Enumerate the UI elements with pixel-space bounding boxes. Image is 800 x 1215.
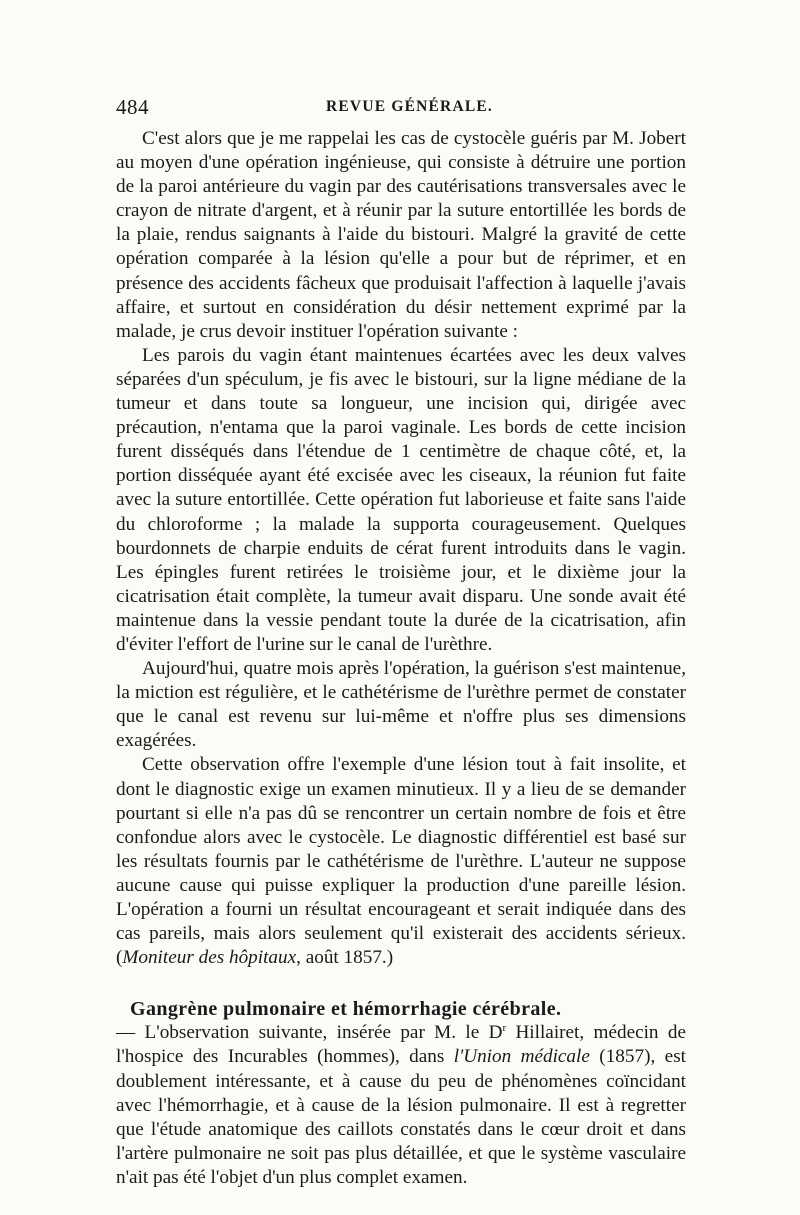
conclusion-text: Cette observation offre l'exemple d'une lésion tout à fait insolite, et dont le diagnostic exige un examen minutieux. Il y a lieu de se demander pourtant si elle n'a pas dû se rencontrer un certain nombre de fois et être confondue alors avec le cystocèle. Le diagnostic différentiel est basé sur les résultats fournis par le cathétérisme de l'urèthre. L'auteur ne suppose aucune cause qui puisse expliquer la production d'une pareille lésion. L'opération a fourni un résultat encourageant et serait indiquée dans des cas pareils, mais alors seulement qu'il existerait des accidents sérieux. ( bbox=[116, 754, 686, 969]
page-header bbox=[116, 95, 686, 121]
paragraph: C'est alors que je me rappelai les cas de cystocèle guéris par M. Jobert au moyen d'une opération ingénieuse, qui consiste à détruire une portion de la paroi antérieure du vagin par des cautérisations transversales avec le crayon de nitrate d'argent, et à réunir par la suture entortillée les bords de la plaie, rendus saignants à l'aide du bistouri. Malgré la gravité de cette opération comparée à la lésion qu'elle a pour but de réprimer, et en présence des accidents fâcheux que produisait l'affection à laquelle j'avais affaire, et surtout en considération du désir nettement exprimé par la malade, je crus devoir instituer l'opération suivante : bbox=[116, 128, 686, 342]
article-paragraph bbox=[116, 1021, 686, 1190]
article-title: Gangrène pulmonaire et hémorrhagie cérébrale. bbox=[130, 998, 562, 1021]
citation-date: , août 1857.) bbox=[296, 947, 394, 969]
doctor-abbrev-sup: r bbox=[502, 1022, 507, 1035]
paragraph: Les parois du vagin étant maintenues écartées avec les deux valves séparées d'un spéculum, je fis avec le bistouri, sur la ligne médiane de la tumeur et dans toute sa longueur, une incision qui, dirigée avec précaution, n'entama que la paroi vaginale. Les bords de cette incision furent disséqués dans l'étendue de 1 centimètre de chaque côté, et, la portion disséquée ayant été excisée avec les ciseaux, la réunion fut faite avec la suture entortillée. Cette opération fut laborieuse et faite sans l'aide du chloroforme ; la malade la supporta courageusement. Quelques bourdonnets de charpie enduits de cérat furent introduits dans le vagin. Les épingles furent retirées le troisième jour, et le dixième jour la cicatrisation était complète, la tumeur avait disparu. Une sonde avait été maintenue dans la vessie pendant toute la durée de la cicatrisation, afin d'éviter l'effort de l'urine sur le canal de l'urèthre. bbox=[116, 344, 686, 655]
source-citation: Moniteur des hôpitaux bbox=[122, 947, 297, 969]
running-title: REVUE GÉNÉRALE. bbox=[326, 98, 493, 115]
article-intro-2: Hillairet, médecin de l'hospice des Incurables (hommes), dans bbox=[116, 1022, 686, 1068]
paragraph: Aujourd'hui, quatre mois après l'opération, la guérison s'est maintenue, la miction est régulière, et le cathétérisme de l'urèthre permet de constater que le canal est revenu sur lui-même et n'offre plus ses dimensions exagérées. bbox=[116, 658, 686, 752]
article-rest: (1857), est doublement intéressante, et à cause du peu de phénomènes coïncidant avec l'hémorrhagie, et à cause de la lésion pulmonaire. Il est à regretter que l'étude anatomique des caillots constatés dans le cœur droit et dans l'artère pulmonaire ne soit pas plus détaillée, et que le système vasculaire n'ait pas été l'objet d'un plus complet examen. bbox=[116, 1046, 686, 1188]
page-number: 484 bbox=[116, 95, 149, 119]
paragraph-conclusion bbox=[116, 753, 686, 970]
article-intro: — L'observation suivante, insérée par M. le D bbox=[116, 1022, 503, 1044]
journal-name: l'Union médicale bbox=[453, 1046, 590, 1068]
body-text bbox=[116, 127, 686, 1190]
